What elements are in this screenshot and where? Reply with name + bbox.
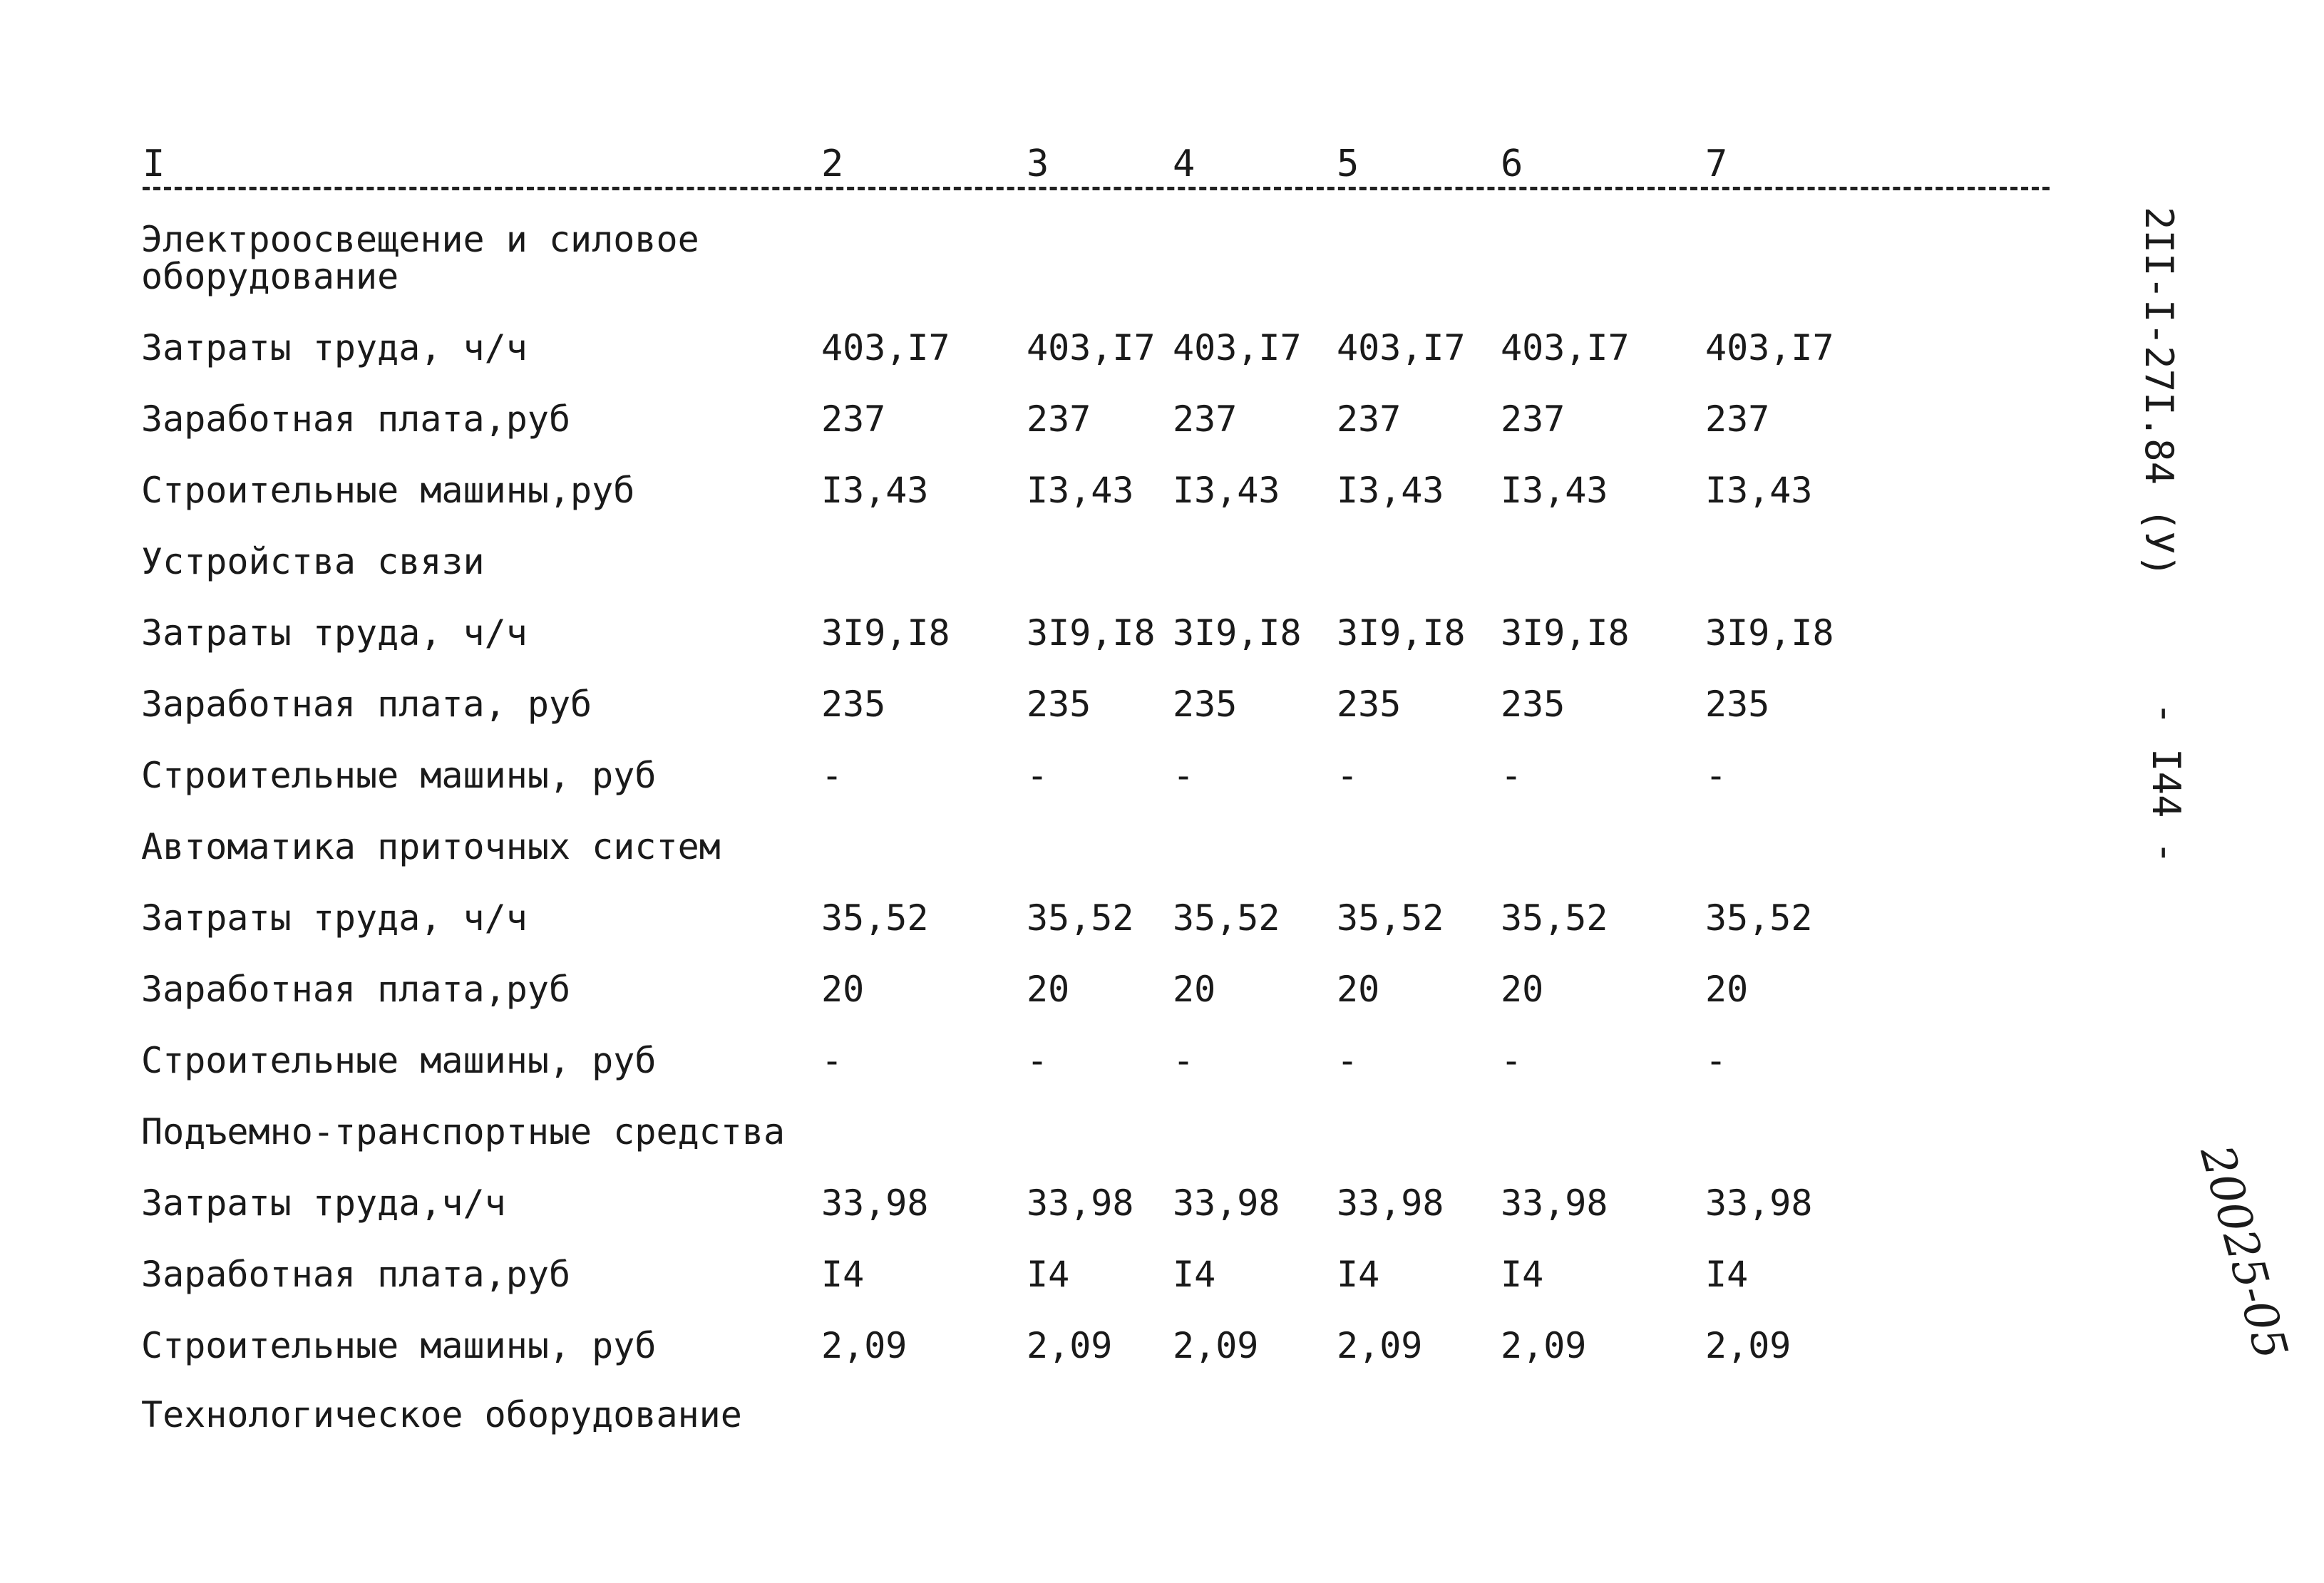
cell-col-5: 33,98 [1337, 1182, 1444, 1224]
cell-col-4: 2,09 [1173, 1325, 1259, 1366]
table-row [0, 968, 2139, 1018]
cell-col-2: 35,52 [821, 897, 929, 939]
cell-col-3: 20 [1027, 969, 1070, 1010]
cell-col-4: 237 [1173, 398, 1238, 440]
cell-col-6: 33,98 [1501, 1182, 1608, 1224]
row-label: Заработная плата, руб [141, 684, 592, 725]
cell-col-3: 237 [1027, 398, 1091, 440]
cell-col-3: 33,98 [1027, 1182, 1134, 1224]
section-title: Электроосвещение и силовое оборудование [141, 219, 699, 297]
column-header-7: 7 [1705, 143, 1728, 185]
table-row [0, 754, 2139, 804]
cell-col-6: - [1501, 1040, 1523, 1081]
cell-col-4: I4 [1173, 1254, 1216, 1295]
header-divider [143, 187, 2050, 190]
cell-col-7: 35,52 [1705, 897, 1813, 939]
cell-col-6: 20 [1501, 969, 1544, 1010]
cell-col-6: - [1501, 755, 1523, 796]
cell-col-5: 403,I7 [1337, 327, 1466, 368]
table-row [0, 897, 2139, 947]
cell-col-7: 2,09 [1705, 1325, 1791, 1366]
cell-col-5: 20 [1337, 969, 1380, 1010]
column-header-3: 3 [1027, 143, 1049, 185]
cell-col-4: 20 [1173, 969, 1216, 1010]
cell-col-6: 3I9,I8 [1501, 612, 1630, 654]
column-header-1: I [143, 143, 165, 185]
cell-col-7: 237 [1705, 398, 1770, 440]
cell-col-7: 3I9,I8 [1705, 612, 1834, 654]
cell-col-5: - [1337, 1040, 1359, 1081]
cell-col-4: 403,I7 [1173, 327, 1302, 368]
section-title-row [0, 1110, 2139, 1160]
cell-col-3: 35,52 [1027, 897, 1134, 939]
section-title: Технологическое оборудование [141, 1394, 742, 1435]
table-row [0, 326, 2139, 376]
row-label: Заработная плата,руб [141, 1254, 571, 1295]
cell-col-7: I4 [1705, 1254, 1749, 1295]
table-row [0, 469, 2139, 519]
section-title: Устройства связи [141, 541, 485, 582]
cell-col-2: - [821, 1040, 843, 1081]
cell-col-2: 20 [821, 969, 865, 1010]
cell-col-3: 403,I7 [1027, 327, 1156, 368]
cell-col-4: - [1173, 1040, 1195, 1081]
row-label: Строительные машины, руб [141, 1040, 657, 1081]
section-title: Подъемно-транспортные средства [141, 1111, 786, 1153]
table-row [0, 612, 2139, 661]
cell-col-4: I3,43 [1173, 470, 1280, 511]
row-label: Строительные машины, руб [141, 755, 657, 796]
cell-col-5: 2,09 [1337, 1325, 1423, 1366]
cell-col-2: I3,43 [821, 470, 929, 511]
cell-col-5: - [1337, 755, 1359, 796]
cell-col-2: 3I9,I8 [821, 612, 950, 654]
row-label: Затраты труда, ч/ч [141, 897, 528, 939]
cell-col-2: 237 [821, 398, 886, 440]
cell-col-5: 235 [1337, 684, 1402, 725]
table-row [0, 1039, 2139, 1089]
table-row [0, 1182, 2139, 1232]
column-header-5: 5 [1337, 143, 1359, 185]
cell-col-6: 35,52 [1501, 897, 1608, 939]
cell-col-4: 3I9,I8 [1173, 612, 1302, 654]
cell-col-7: 33,98 [1705, 1182, 1813, 1224]
row-label: Затраты труда,ч/ч [141, 1182, 506, 1224]
cell-col-6: I3,43 [1501, 470, 1608, 511]
cell-col-4: - [1173, 755, 1195, 796]
cell-col-3: - [1027, 1040, 1049, 1081]
cell-col-2: 403,I7 [821, 327, 950, 368]
cell-col-2: 33,98 [821, 1182, 929, 1224]
table-row [0, 1324, 2139, 1374]
section-title-row [0, 825, 2139, 875]
cell-col-2: - [821, 755, 843, 796]
cell-col-7: 403,I7 [1705, 327, 1834, 368]
section-title-row [0, 540, 2139, 590]
cell-col-7: 235 [1705, 684, 1770, 725]
cell-col-6: 235 [1501, 684, 1565, 725]
section-title-row [0, 1393, 2139, 1443]
cell-col-2: I4 [821, 1254, 865, 1295]
cell-col-5: 237 [1337, 398, 1402, 440]
cell-col-7: - [1705, 755, 1727, 796]
cell-col-5: I3,43 [1337, 470, 1444, 511]
cell-col-5: 35,52 [1337, 897, 1444, 939]
cell-col-6: 2,09 [1501, 1325, 1587, 1366]
cell-col-3: I4 [1027, 1254, 1070, 1295]
column-header-6: 6 [1501, 143, 1523, 185]
column-header-2: 2 [821, 143, 844, 185]
cell-col-3: I3,43 [1027, 470, 1134, 511]
row-label: Затраты труда, ч/ч [141, 327, 528, 368]
cell-col-3: - [1027, 755, 1049, 796]
cell-col-2: 235 [821, 684, 886, 725]
table-row [0, 683, 2139, 733]
row-label: Строительные машины,руб [141, 470, 635, 511]
section-title-row [0, 219, 2139, 297]
row-label: Заработная плата,руб [141, 969, 571, 1010]
table-row [0, 398, 2139, 448]
cell-col-7: I3,43 [1705, 470, 1813, 511]
cell-col-7: - [1705, 1040, 1727, 1081]
cell-col-4: 35,52 [1173, 897, 1280, 939]
cell-col-3: 2,09 [1027, 1325, 1113, 1366]
cell-col-4: 33,98 [1173, 1182, 1280, 1224]
document-number: 2II-I-27I.84 (У) [2137, 207, 2181, 578]
cell-col-6: I4 [1501, 1254, 1544, 1295]
cell-col-7: 20 [1705, 969, 1749, 1010]
cell-col-3: 3I9,I8 [1027, 612, 1156, 654]
cell-col-2: 2,09 [821, 1325, 908, 1366]
cell-col-6: 237 [1501, 398, 1565, 440]
page-number: - I44 - [2144, 702, 2189, 865]
row-label: Строительные машины, руб [141, 1325, 657, 1366]
cell-col-4: 235 [1173, 684, 1238, 725]
section-title: Автоматика приточных систем [141, 826, 721, 867]
column-header-4: 4 [1173, 143, 1196, 185]
cell-col-6: 403,I7 [1501, 327, 1630, 368]
archive-number: 20025-05 [2189, 1140, 2298, 1365]
cell-col-3: 235 [1027, 684, 1091, 725]
cell-col-5: 3I9,I8 [1337, 612, 1466, 654]
cell-col-5: I4 [1337, 1254, 1380, 1295]
row-label: Затраты труда, ч/ч [141, 612, 528, 654]
table-row [0, 1253, 2139, 1303]
row-label: Заработная плата,руб [141, 398, 571, 440]
